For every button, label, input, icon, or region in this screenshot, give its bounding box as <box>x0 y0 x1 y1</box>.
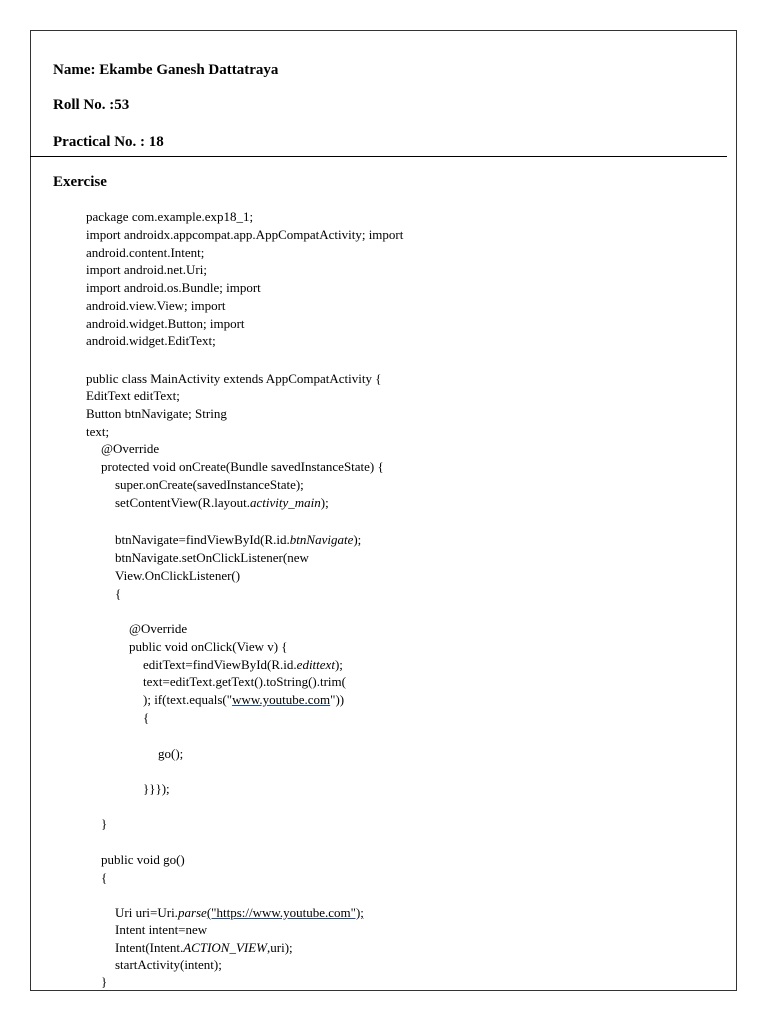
code-line: EditText editText; <box>86 388 180 403</box>
code-line: import android.os.Bundle; import <box>86 280 261 295</box>
code-line <box>115 532 361 547</box>
code-text: Uri uri=Uri. <box>115 905 178 920</box>
code-text-italic: activity_main <box>249 495 321 510</box>
code-line: android.view.View; import <box>86 298 226 313</box>
code-line: @Override <box>101 441 160 456</box>
code-line: text; <box>86 424 110 439</box>
code-line: startActivity(intent); <box>115 957 222 972</box>
code-line <box>143 657 343 672</box>
code-line: } <box>101 816 108 831</box>
code-line: } <box>101 974 108 989</box>
code-text: ")) <box>330 692 345 707</box>
code-text: ); <box>334 657 343 672</box>
youtube-link[interactable]: www.youtube.com <box>232 692 331 707</box>
code-text-italic: parse <box>177 905 207 920</box>
code-line: android.content.Intent; <box>86 245 205 260</box>
code-text: ); <box>353 532 362 547</box>
code-text-italic: ACTION_VIEW <box>183 940 268 955</box>
code-line: { <box>101 870 108 885</box>
student-name: Name: Ekambe Ganesh Dattatraya <box>53 62 279 78</box>
header-divider <box>30 156 727 157</box>
code-line: import android.net.Uri; <box>86 262 207 277</box>
code-line: go(); <box>158 746 184 761</box>
page-border <box>30 30 737 991</box>
code-line <box>143 692 344 707</box>
code-line: android.widget.Button; import <box>86 316 245 331</box>
code-text-italic: edittext <box>296 657 335 672</box>
code-line: Intent intent=new <box>115 922 208 937</box>
code-line: { <box>143 710 150 725</box>
code-line: package com.example.exp18_1; <box>86 209 254 224</box>
code-text: ,uri); <box>267 940 293 955</box>
code-line <box>115 905 364 920</box>
code-line: super.onCreate(savedInstanceState); <box>115 477 304 492</box>
code-text: ); <box>320 495 329 510</box>
code-line: @Override <box>129 621 188 636</box>
code-text: setContentView(R.layout. <box>115 495 250 510</box>
code-line: btnNavigate.setOnClickListener(new <box>115 550 309 565</box>
code-line: public void onClick(View v) { <box>129 639 288 654</box>
code-line <box>115 940 293 955</box>
roll-number: Roll No. :53 <box>53 97 130 113</box>
code-text: ); if(text.equals(" <box>143 692 233 707</box>
code-line: import androidx.appcompat.app.AppCompatActivity; import <box>86 227 404 242</box>
code-line: public class MainActivity extends AppCompatActivity { <box>86 371 382 386</box>
practical-number: Practical No. : 18 <box>53 134 164 150</box>
code-line: { <box>115 586 122 601</box>
code-line: Button btnNavigate; String <box>86 406 227 421</box>
code-line: public void go() <box>101 852 185 867</box>
code-line: protected void onCreate(Bundle savedInstanceState) { <box>101 459 384 474</box>
code-line: android.widget.EditText; <box>86 333 216 348</box>
code-line <box>115 495 329 510</box>
https-youtube-link[interactable]: ("https://www.youtube.com"); <box>206 905 364 920</box>
code-line: View.OnClickListener() <box>115 568 241 583</box>
section-title: Exercise <box>53 174 107 190</box>
code-text: btnNavigate=findViewById(R.id. <box>115 532 290 547</box>
code-line: text=editText.getText().toString().trim( <box>143 674 346 689</box>
code-line: }}}); <box>143 781 170 796</box>
code-text: editText=findViewById(R.id. <box>143 657 297 672</box>
code-text-italic: btnNavigate <box>289 532 354 547</box>
code-text: Intent(Intent. <box>115 940 184 955</box>
